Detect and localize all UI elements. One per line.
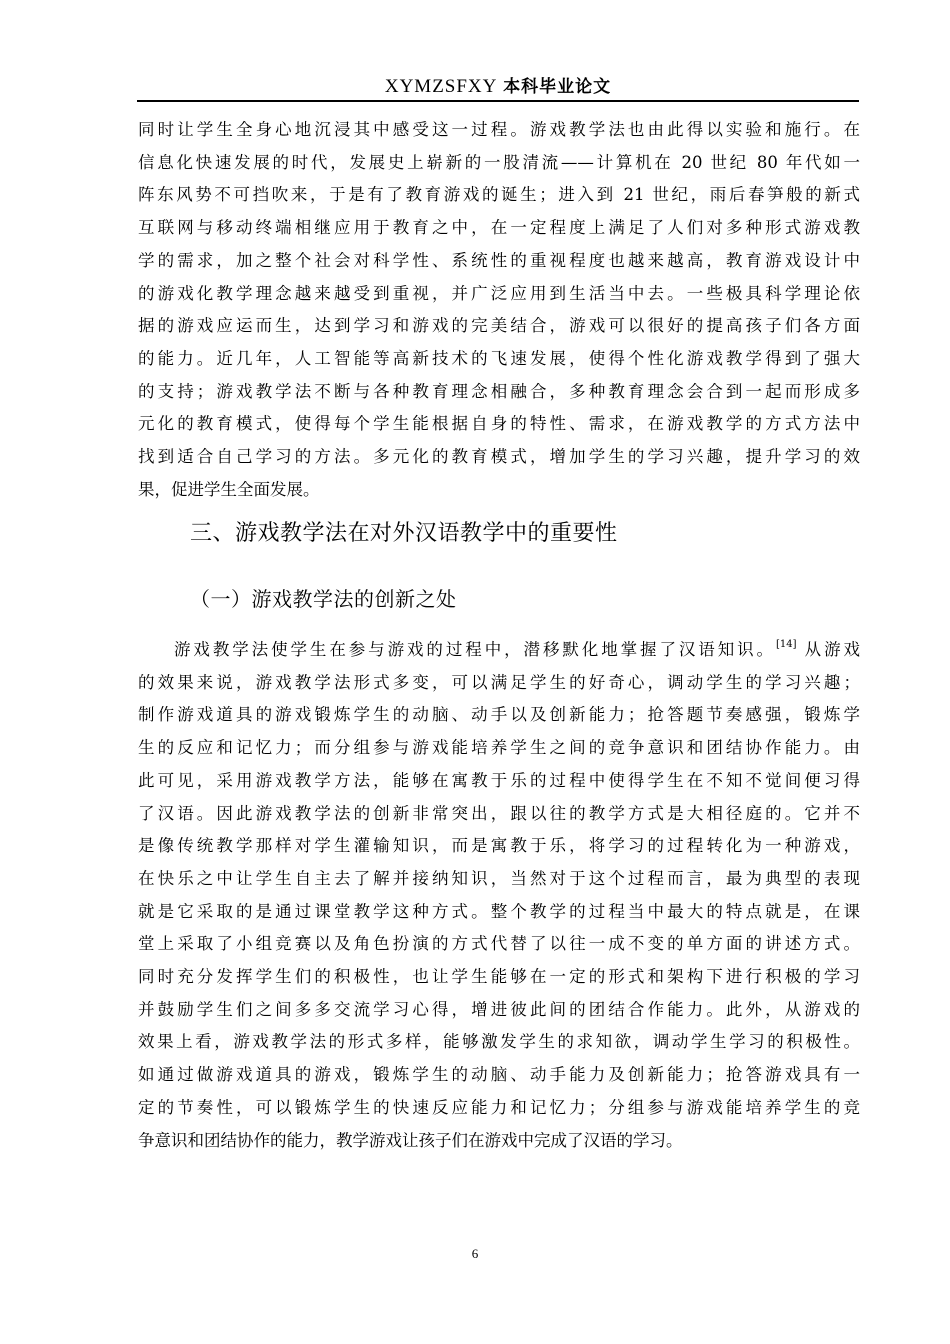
paragraph-line: 同时让学生全身心地沉浸其中感受这一过程。游戏教学法也由此得以实验和施行。在 (138, 120, 860, 139)
paragraph-line: 效果上看，游戏教学法的形式多样，能够激发学生的求知欲，调动学生学习的积极性。 (138, 1032, 860, 1052)
paragraph-line: 了汉语。因此游戏教学法的创新非常突出，跟以往的教学方式是大相径庭的。它并不 (138, 803, 860, 823)
header-title-text: 本科毕业论文 (503, 77, 612, 97)
paragraph-line: 制作游戏道具的游戏锻炼学生的动脑、动手以及创新能力；抢答题节奏感强，锻炼学 (138, 705, 860, 725)
paragraph-line: 堂上采取了小组竞赛以及角色扮演的方式代替了以往一成不变的单方面的讲述方式。 (138, 934, 860, 954)
paragraph-line: 定的节奏性，可以锻炼学生的快速反应能力和记忆力；分组参与游戏能培养学生的竞 (138, 1097, 860, 1117)
paragraph-line: 学的需求，加之整个社会对科学性、系统性的重视程度也越来越高，教育游戏设计中 (138, 250, 860, 270)
body-paragraph-1 (138, 114, 860, 506)
paragraph-line: 找到适合自己学习的方法。多元化的教育模式，增加学生的学习兴趣，提升学习的效 (138, 447, 860, 467)
paragraph-line: 互联网与移动终端相继应用于教育之中，在一定程度上满足了人们对多种形式游戏教 (138, 218, 860, 238)
paragraph-line: 的游戏化教学理念越来越受到重视，并广泛应用到生活当中去。一些极具科学理论依 (138, 283, 860, 303)
paragraph-line: 信息化快速发展的时代，发展史上崭新的一股清流——计算机在 20 世纪 80 年代如一 (138, 152, 860, 172)
paragraph-line: 此可见，采用游戏教学方法，能够在寓教于乐的过程中使得学生在不知不觉间便习得 (138, 770, 860, 790)
paragraph-line: 争意识和团结协作的能力，教学游戏让孩子们在游戏中完成了汉语的学习。 (138, 1130, 683, 1150)
paragraph-first-line (138, 634, 860, 667)
header-divider (137, 100, 859, 102)
paragraph-line: 同时充分发挥学生们的积极性，也让学生能够在一定的形式和架构下进行积极的学习 (138, 967, 860, 987)
page-number: 6 (471, 1246, 479, 1261)
paragraph-line: 阵东风势不可挡吹来，于是有了教育游戏的诞生；进入到 21 世纪，雨后春笋般的新式 (138, 185, 860, 205)
subsection-heading: （一）游戏教学法的创新之处 (190, 587, 457, 611)
section-heading: 三、游戏教学法在对外汉语教学中的重要性 (190, 521, 618, 546)
paragraph-line: 果，促进学生全面发展。 (138, 479, 320, 499)
paragraph-line: 元化的教育模式，使得每个学生能根据自身的特性、需求，在游戏教学的方式方法中 (138, 414, 860, 434)
paragraph-line: 据的游戏应运而生，达到学习和游戏的完美结合，游戏可以很好的提高孩子们各方面 (138, 316, 860, 336)
citation-marker: [14] (775, 639, 797, 650)
page-header (138, 72, 858, 98)
paragraph-line: 的支持；游戏教学法不断与各种教育理念相融合，多种教育理念会合到一起而形成多 (138, 381, 860, 401)
header-latin-text: XYMZSFXY (384, 76, 498, 97)
paragraph-line: 在快乐之中让学生自主去了解并接纳知识，当然对于这个过程而言，最为典型的表现 (138, 868, 860, 888)
paragraph-line-text: 游戏教学法使学生在参与游戏的过程中，潜移默化地掌握了汉语知识。 (174, 640, 776, 659)
paragraph-line: 的效果来说，游戏教学法形式多变，可以满足学生的好奇心，调动学生的学习兴趣； (138, 672, 860, 692)
paragraph-line: 就是它采取的是通过课堂教学这种方式。整个教学的过程当中最大的特点就是，在课 (138, 901, 860, 921)
paragraph-line: 生的反应和记忆力；而分组参与游戏能培养学生之间的竞争意识和团结协作能力。由 (138, 738, 860, 758)
paragraph-line: 是像传统教学那样对学生灌输知识，而是寓教于乐，将学习的过程转化为一种游戏， (138, 836, 860, 856)
paragraph-line: 并鼓励学生们之间多多交流学习心得，增进彼此间的团结合作能力。此外，从游戏的 (138, 999, 860, 1019)
body-paragraph-2 (138, 634, 860, 1157)
paragraph-line: 如通过做游戏道具的游戏，锻炼学生的动脑、动手能力及创新能力；抢答游戏具有一 (138, 1065, 860, 1085)
paragraph-line: 的能力。近几年，人工智能等高新技术的飞速发展，使得个性化游戏教学得到了强大 (138, 348, 860, 368)
paragraph-line-text: 从游戏 (804, 640, 861, 659)
